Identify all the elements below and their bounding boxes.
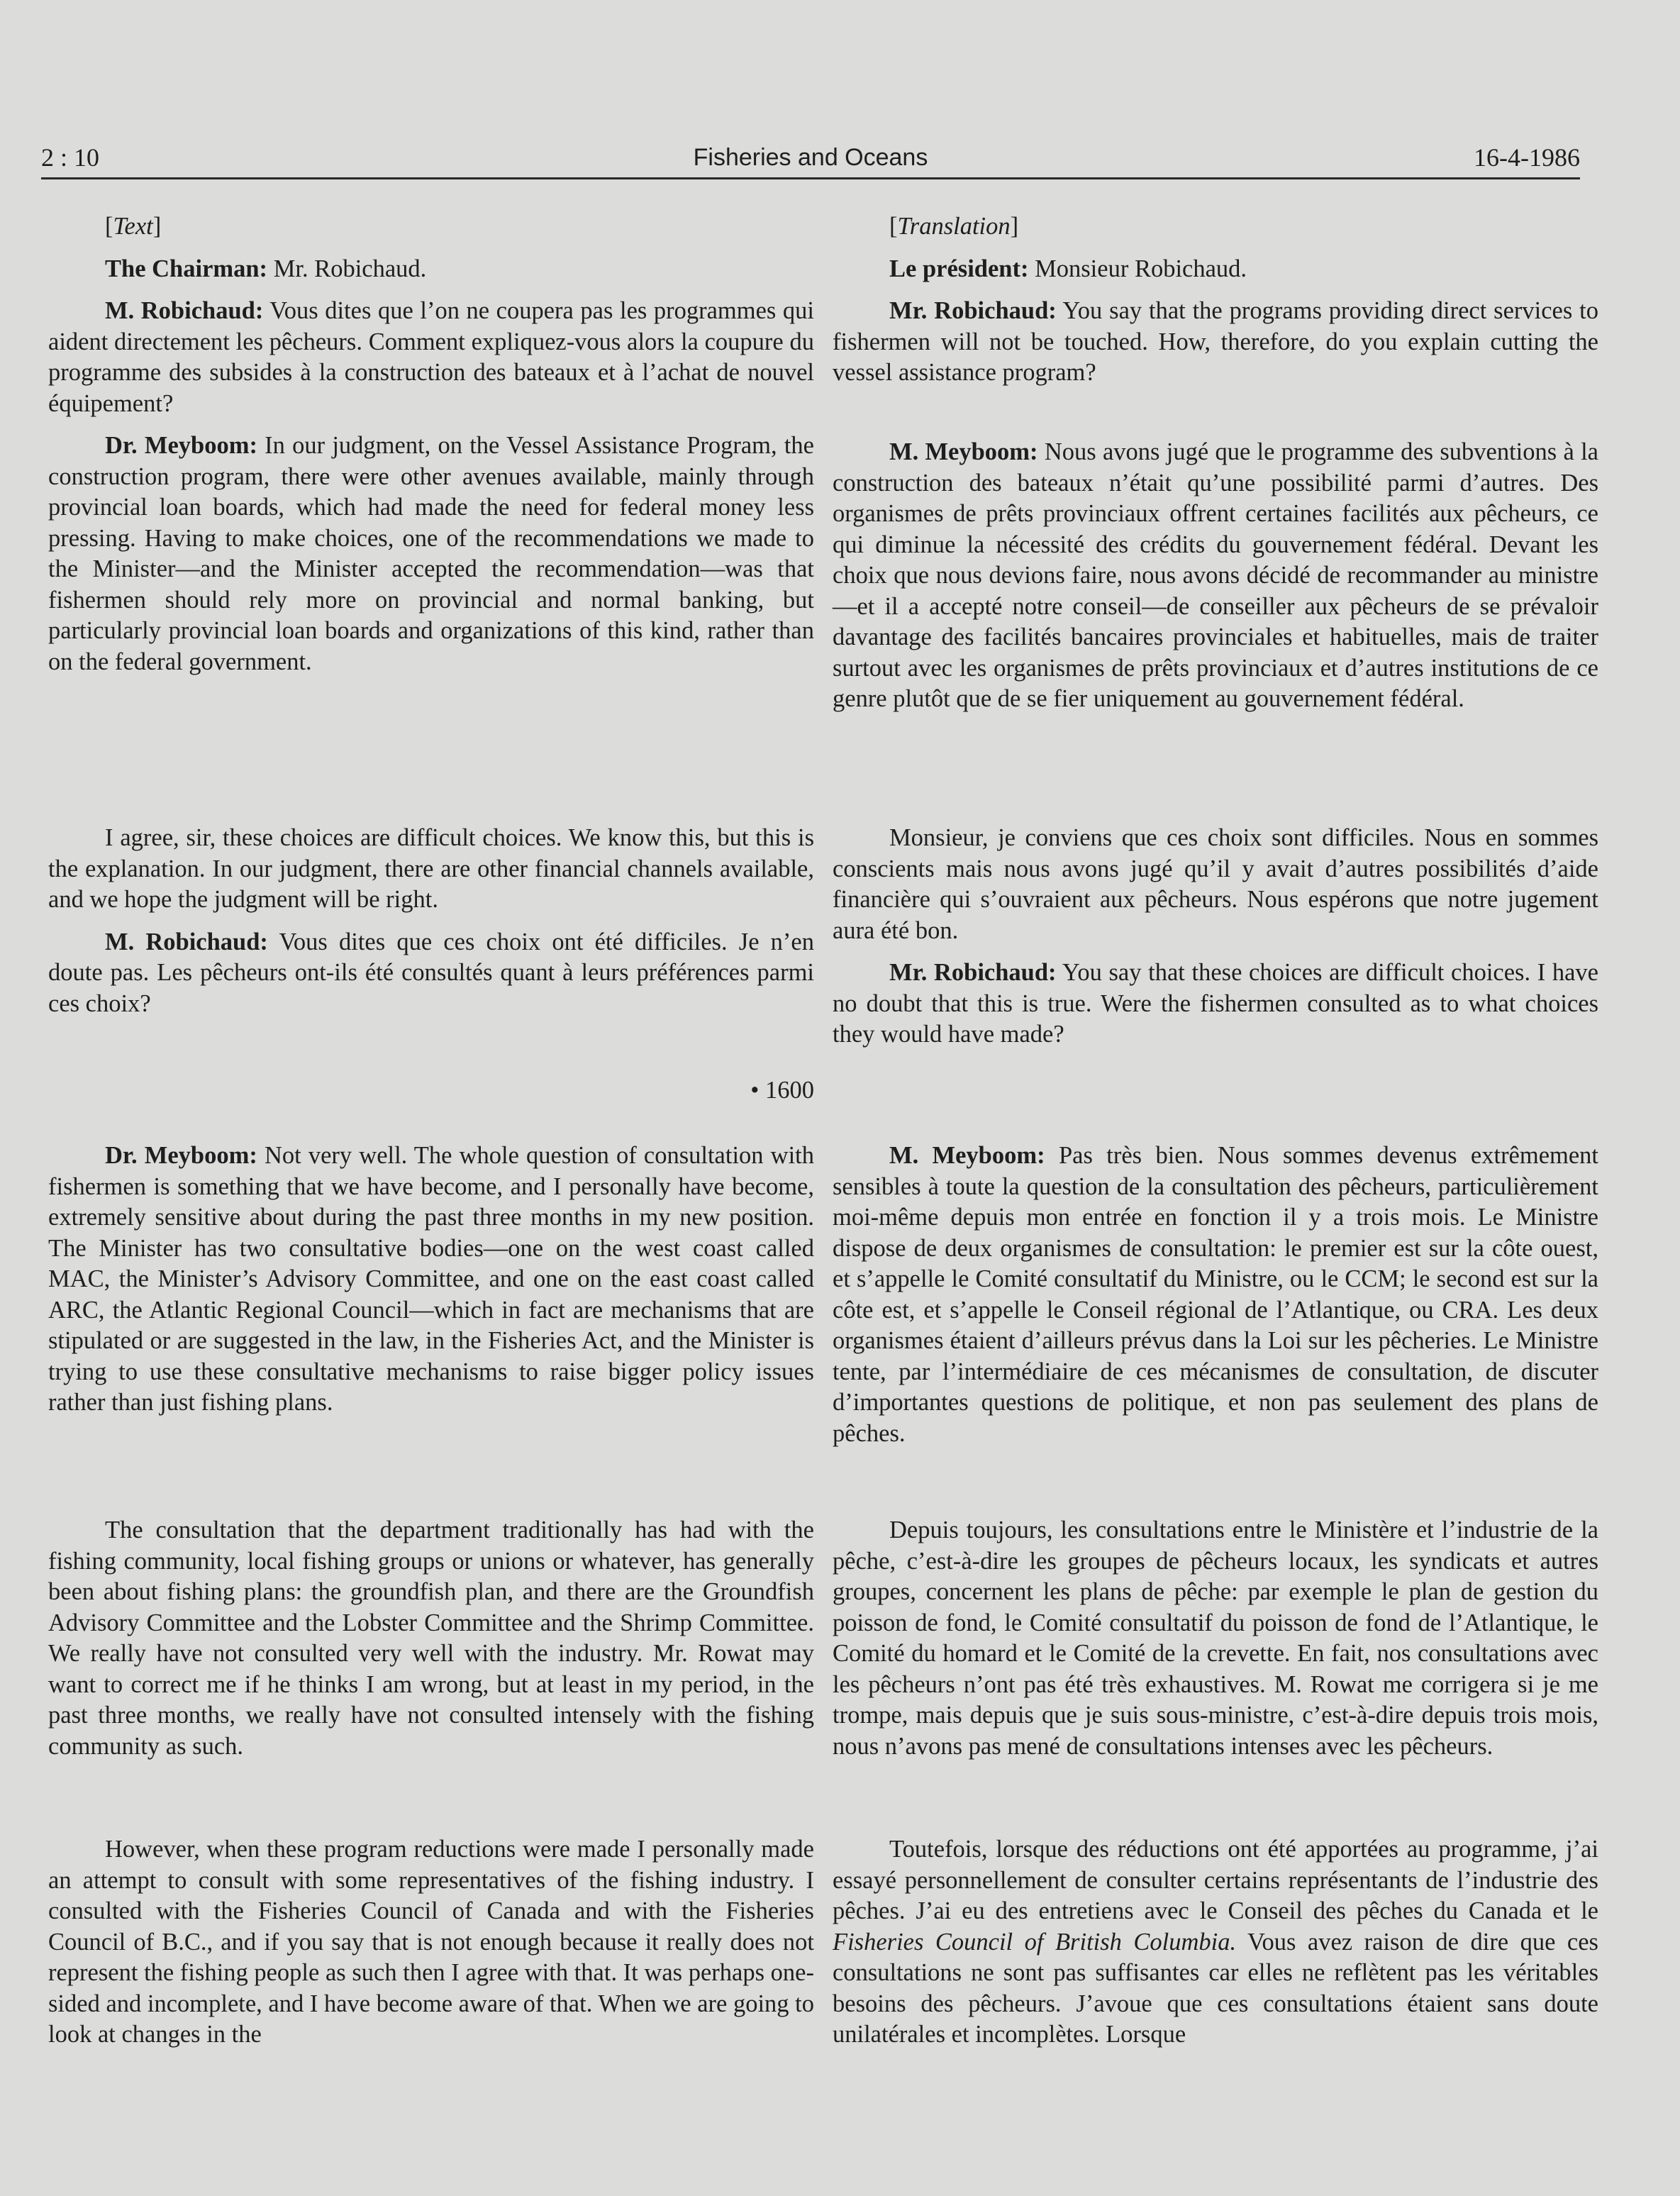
page-number: 2 : 10: [41, 143, 100, 172]
page-date: 16-4-1986: [1474, 143, 1580, 172]
paragraph: I agree, sir, these choices are difficult choices. We know this, but this is the explanation. In our judgment, there are other financial channels available, and we hope the judgment will be right.: [48, 824, 814, 913]
speaker: M. Meyboom:: [889, 1142, 1045, 1169]
speaker: Mr. Robichaud:: [889, 959, 1057, 986]
page-header: [41, 142, 1580, 179]
page-title: Fisheries and Oceans: [693, 144, 928, 171]
paragraph: Dr. Meyboom: Not very well. The whole question of consultation with fishermen is something that we have become, and I personally have become, extremely sensitive about during the past three months in my new position. The Minister has two consultative bodies—one on the west coast called MAC, the Minister’s Advisory Committee, and one on the east coast called ARC, the Atlantic Regional Council—which in fact are mechanisms that are stipulated or are suggested in the law, in the Fisheries Act, and the Minister is trying to use these consultative mechanisms to raise bigger policy issues rather than just fishing plans.: [48, 1142, 814, 1416]
italic-text: Fisheries Council of British Columbia.: [833, 1928, 1237, 1956]
section-label: [Text]: [105, 213, 162, 240]
speaker: Le président:: [889, 255, 1029, 282]
paragraph: The consultation that the department traditionally has had with the fishing community, local fishing groups or unions or whatever, has generally been about fishing plans: the groundfish plan, and there are the Groundfish Advisory Committee and the Lobster Committee and the Shrimp Committee. We really have not consulted very well with the industry. Mr. Rowat may want to correct me if he thinks I am wrong, but at least in my period, in the past three months, we really have not consulted intensely with the fishing community as such.: [48, 1516, 814, 1760]
speaker: The Chairman:: [105, 255, 268, 282]
time-marker: • 1600: [750, 1077, 814, 1104]
paragraph: M. Robichaud: Vous dites que ces choix ont été difficiles. Je n’en doute pas. Les pêcheurs ont-ils été consultés quant à leurs préférences parmi ces choix?: [48, 928, 814, 1017]
paragraph: Mr. Robichaud: You say that these choices are difficult choices. I have no doubt that this is true. Were the fishermen consulted as to what choices they would have made?: [833, 959, 1598, 1048]
paragraph: M. Robichaud: Vous dites que l’on ne coupera pas les programmes qui aident directement les pêcheurs. Comment expliquez-vous alors la coupure du programme des subsides à la construction des bateaux et à l’achat de nouvel équipement?: [48, 297, 814, 417]
paragraph: However, when these program reductions were made I personally made an attempt to consult with some representatives of the fishing industry. I consulted with the Fisheries Council of Canada and with the Fisheries Council of B.C., and if you say that is not enough because it really does not represent the fishing people as such then I agree with that. It was perhaps one-sided and incomplete, and I have become aware of that. When we are going to look at changes in the: [48, 1836, 814, 2048]
paragraph: Depuis toujours, les consultations entre le Ministère et l’industrie de la pêche, c’est-à-dire les groupes de pêcheurs locaux, les syndicats et autres groupes, concernent les plans de pêche: par exemple le plan de gestion du poisson de fond, le Comité consultatif du poisson de fond de l’Atlantique, le Comité du homard et le Comité de la crevette. En fait, nos consultations avec les pêcheurs n’ont pas été très exhaustives. M. Rowat me corrigera si je me trompe, mais depuis que je suis sous-ministre, c’est-à-dire depuis trois mois, nous n’avons pas mené de consultations intenses avec les pêcheurs.: [833, 1516, 1598, 1760]
speaker: M. Robichaud:: [105, 297, 264, 324]
paragraph: Monsieur, je conviens que ces choix sont difficiles. Nous en sommes conscients mais nous avons jugé qu’il y avait d’autres possibilités d’aide financière qui s’ouvraient aux pêcheurs. Nous espérons que notre jugement aura été bon.: [833, 824, 1598, 944]
paragraph: M. Meyboom: Nous avons jugé que le programme des subventions à la construction des bateaux n’était qu’une possibilité parmi d’autres. Des organismes de prêts provinciaux offrent certaines facilités aux pêcheurs, ce qui diminue la nécessité des crédits du gouvernement fédéral. Devant les choix que nous devions faire, nous avons décidé de recommander au ministre—et il a accepté notre conseil—de conseiller aux pêcheurs de se prévaloir davantage des facilités bancaires provinciales et habituelles, mais de traiter surtout avec les organismes de prêts provinciaux et d’autres institutions de ce genre plutôt que de se fier uniquement au gouvernement fédéral.: [833, 438, 1598, 712]
paragraph: Toutefois, lorsque des réductions ont été apportées au programme, j’ai essayé personnellement de consulter certains représentants de l’industrie des pêches. J’ai eu des entretiens avec le Conseil des pêches du Canada et le Fisheries Council of British Columbia. Vous avez raison de dire que ces consultations ne sont pas suffisantes car elles ne reflètent pas les véritables besoins des pêcheurs. J’avoue que ces consultations étaient sans doute unilatérales et incomplètes. Lorsque: [833, 1836, 1598, 2048]
paragraph: Le président: Monsieur Robichaud.: [889, 255, 1247, 282]
section-label: [Translation]: [889, 213, 1019, 240]
speaker: Dr. Meyboom:: [105, 1142, 257, 1169]
speaker: Mr. Robichaud:: [889, 297, 1057, 324]
speaker: M. Meyboom:: [889, 438, 1038, 465]
speaker: Dr. Meyboom:: [105, 432, 257, 459]
paragraph: Mr. Robichaud: You say that the programs providing direct services to fishermen will not be touched. How, therefore, do you explain cutting the vessel assistance program?: [833, 297, 1598, 386]
paragraph: M. Meyboom: Pas très bien. Nous sommes devenus extrêmement sensibles à toute la question de la consultation des pêcheurs, particulièrement moi-même depuis mon entrée en fonction il y a trois mois. Le Ministre dispose de deux organismes de consultation: le premier est sur la côte ouest, et s’appelle le Comité consultatif du Ministre, ou le CCM; le second est sur la côte est, et s’appelle le Conseil régional de l’Atlantique, ou CRA. Les deux organismes étaient d’ailleurs prévus dans la Loi sur les pêcheries. Le Ministre tente, par l’intermédiaire de ces mécanismes de consultation, de discuter d’importantes questions de politique, et non pas seulement des plans de pêches.: [833, 1142, 1598, 1447]
paragraph: Dr. Meyboom: In our judgment, on the Vessel Assistance Program, the construction program, there were other avenues available, mainly through provincial loan boards, which had made the need for federal money less pressing. Having to make choices, one of the recommendations we made to the Minister—and the Minister accepted the recommendation—was that fishermen should rely more on provincial and normal banking, but particularly provincial loan boards and organizations of this kind, rather than on the federal government.: [48, 432, 814, 675]
paragraph: The Chairman: Mr. Robichaud.: [105, 255, 427, 282]
speaker: M. Robichaud:: [105, 928, 268, 955]
